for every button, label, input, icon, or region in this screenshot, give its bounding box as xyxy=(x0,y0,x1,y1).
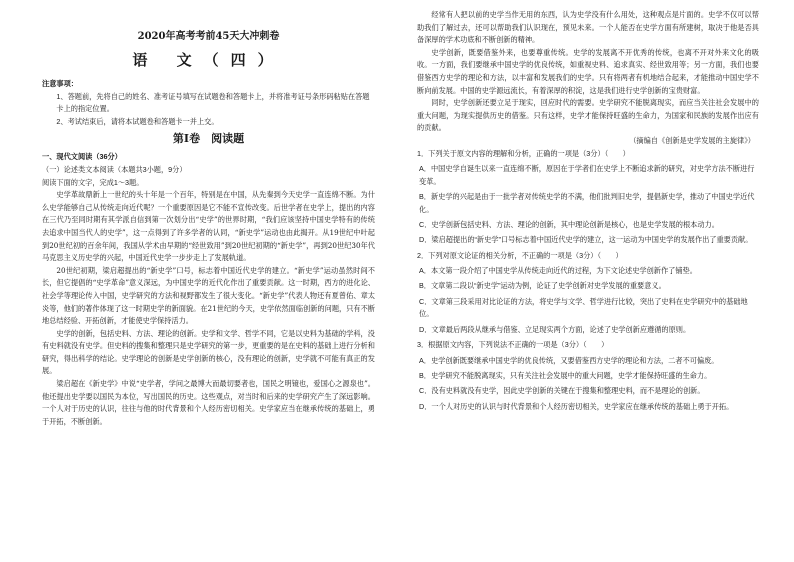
passage-paragraph: 史学创新，既要借鉴外来，也要尊重传统。史学的发展离不开优秀的传统，也离不开对外来文化的吸收。一方面，我们要继承中国史学的优良传统，如重视史料、追求真实、经世致用等；另一方面，我们也要借鉴西方史学的理论和方法，以丰富和发展我们的史学。只有将两者有机地结合起来，才能推动中国史学不断向前发展。中国的史学源远流长，有着深厚的积淀，这是我们进行史学创新的宝贵财富。 xyxy=(417,47,759,95)
question xyxy=(417,148,759,247)
question-option: B．史学研究不能脱离现实，只有关注社会发展中的重大问题，史学才能保持旺盛的生命力。 xyxy=(419,371,712,380)
question-stem: 1．下列关于原文内容的理解和分析，正确的一项是（3分）（ ） xyxy=(417,148,630,158)
question xyxy=(417,339,759,413)
question-option: A．本文第一段介绍了中国史学从传统走向近代的过程，为下文论述史学创新作了铺垫。 xyxy=(419,266,697,276)
question-option: C．没有史料就没有史学，因此史学创新的关键在于搜集和整理史料，而不是理论的创新。 xyxy=(419,386,705,396)
notice-item: 1、答题前，先将自己的姓名、准考证号填写在试题卷和答题卡上，并将准考证号条形码粘贴在答题卡上的指定位置。 xyxy=(56,91,370,114)
question xyxy=(417,250,759,337)
passage-paragraph: 同时，史学创新还要立足于现实，回应时代的需要。史学研究不能脱离现实，而应当关注社会发展中的重大问题，为现实提供历史的借鉴。只有这样，史学才能保持旺盛的生命力，为国家和民族的发展作出应有的贡献。 xyxy=(417,98,759,133)
question-option: D．一个人对历史的认识与时代背景和个人经历密切相关，史学家应在继承传统的基础上勇于开拓。 xyxy=(419,401,734,411)
reading-instruction: 阅读下面的文字，完成1～3题。 xyxy=(42,177,144,187)
passage-paragraph: 经常有人把以前的史学当作无用的东西，认为史学没有什么用处，这种观点是片面的。史学不仅可以帮助我们了解过去，还可以帮助我们认识现在，预见未来。一个人能否在史学方面有所建树，取决于他是否具备深厚的学术功底和不断创新的精神。 xyxy=(417,10,759,45)
question-option: D．文章最后两段从继承与借鉴、立足现实两个方面，论述了史学创新应遵循的原则。 xyxy=(419,324,691,334)
notice-item: 2、考试结束后，请将本试题卷和答题卡一并上交。 xyxy=(56,116,219,126)
passage-paragraph: 梁启超在《新史学》中说“史学者，学问之最博大而最切要者也，国民之明镜也，爱国心之源泉也”。他还提出史学要以国民为本位，写出国民的历史。这些观点，对当时和后来的史学研究产生了深远影响。一个人对于历史的认识，往往与他的时代背景和个人经历密切相关。史学家应当在继承传统的基础上，勇于开拓，不断创新。 xyxy=(42,379,375,426)
passage-paragraph: 20世纪初期，梁启超提出的“新史学”口号，标志着中国近代史学的建立。“新史学”运动虽然时间不长，但它提倡的“史学革命”意义深远，为中国史学的近代化作出了重要贡献。这一时期，西方的进化论、社会学等理论传入中国，史学研究的方法和视野都发生了很大变化。“新史学”代表人物还有夏曾佑、章太炎等，他们的著作体现了这一时期史学的新面貌。在21世纪的今天，史学依然面临创新的问题，只有不断地总结经验、开拓创新，才能使史学保持活力。 xyxy=(42,265,375,326)
question-option: B．文章第二段以“新史学”运动为例，论证了史学创新对史学发展的重要意义。 xyxy=(419,281,666,291)
question-option: A．中国史学自诞生以来一直连绵不断，原因在于学者们在史学上不断追求新的研究，对史学方法不断进行变革。 xyxy=(419,163,755,186)
question-option: B．新史学的兴起是由于一批学者对传统史学的不满，他们批判旧史学，提倡新史学，推动了中国史学近代化。 xyxy=(419,191,755,214)
part-title: 第Ⅰ卷 阅读题 xyxy=(172,132,245,146)
sub-section-heading: （一）论述类文本阅读（本题共3小题，9分） xyxy=(42,164,187,174)
question-option: A．史学创新既要继承中国史学的优良传统，又要借鉴西方史学的理论和方法，二者不可偏废。 xyxy=(419,355,719,365)
notice-heading: 注意事项： xyxy=(42,79,78,88)
subject-title: 语 文（四） xyxy=(132,51,285,69)
question-option: C．文章第三段采用对比论证的方法，将史学与文学、哲学进行比较，突出了史料在史学研究中的基础地位。 xyxy=(419,296,748,319)
question-stem: 2．下列对原文论证的相关分析，不正确的一项是（3分）（ ） xyxy=(417,250,623,260)
passage-paragraph: 史学的创新，包括史料、方法、理论的创新。史学和文学、哲学不同，它是以史料为基础的学科，没有史料就没有史学。但史料的搜集和整理只是史学研究的第一步，更重要的是在史料的基础上进行分析和研究，得出科学的结论。史学理论的创新是史学创新的核心，没有理论的创新，史学就不可能有真正的发展。 xyxy=(42,328,375,376)
section-heading: 一、现代文阅读（36分） xyxy=(42,152,122,162)
right-column xyxy=(397,0,794,562)
question-option: D．梁启超提出的“新史学”口号标志着中国近代史学的建立，这一运动为中国史学的发展作出了重要贡献。 xyxy=(419,235,753,245)
passage-paragraph: 史学革故鼎新上一世纪的头十年是一个百年，特别是在中国，从先秦到今天史学一直连绵不断。为什么史学能够自己从传统走向近代呢？一个重要原因是它不能不宣传改变。后世学者在史学上，提出的内容在三代乃至同时期有其学派自信到第一次划分出“史学”的世界时期，“我们应该坚持中国史学特有的传统去追求中国当代人的史学”，这一点得到了许多学者的认同，“新史学”运动也由此揭开。从19世纪中叶起到20世纪初的百余年间，我国从学术由早期的“经世致用”到20世纪初期的“新史学”，再到20世纪30年代马克思主义历史学的兴起，中国近代史学一步步走上了发展轨道。 xyxy=(42,190,375,263)
question-option: C．史学创新包括史料、方法、理论的创新，其中理论创新是核心，也是史学发展的根本动力。 xyxy=(419,219,719,229)
passage-source: （摘编自《创新是史学发展的主旋律》） xyxy=(629,135,755,145)
question-stem: 3．根据原文内容，下列说法不正确的一项是（3分）（ ） xyxy=(417,340,609,350)
exam-title: 2020年高考考前45天大冲刺卷 xyxy=(137,31,280,42)
